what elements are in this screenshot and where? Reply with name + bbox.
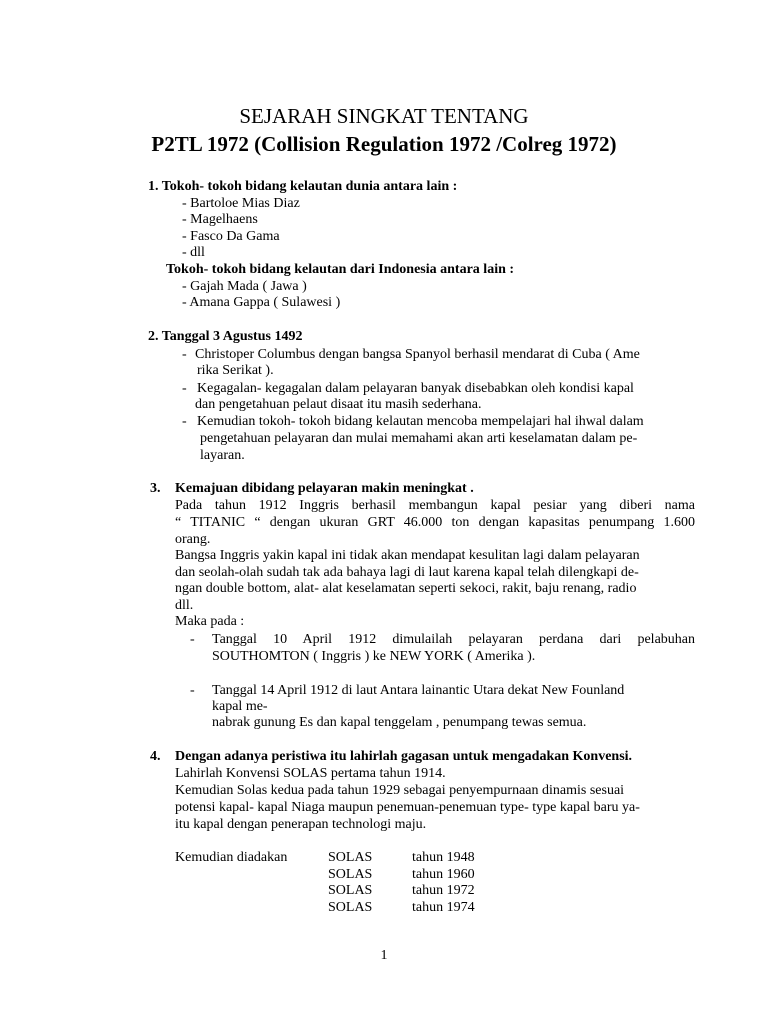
section3-paragraph-line: orang.: [175, 532, 211, 547]
list-dash: -: [182, 381, 187, 396]
section4-number: 4.: [150, 749, 161, 764]
indonesia-figures-heading: Tokoh- tokoh bidang kelautan dari Indonesia antara lain :: [166, 262, 515, 277]
section1-heading: 1. Tokoh- tokoh bidang kelautan dunia antara lain :: [148, 179, 458, 194]
solas-year: tahun 1948: [412, 850, 475, 865]
list-item-line: dan pengetahuan pelaut disaat itu masih sederhana.: [195, 397, 482, 412]
solas-year: tahun 1972: [412, 883, 475, 898]
section3-number: 3.: [150, 481, 161, 496]
section3-paragraph-line: dan seolah-olah sudah tak ada bahaya lagi di laut karena kapal telah dilengkapi de-: [175, 565, 639, 580]
section3-paragraph-line: “ TITANIC “ dengan ukuran GRT 46.000 ton dengan kapasitas penumpang 1.600: [175, 515, 695, 530]
indonesia-figure-item: - Amana Gappa ( Sulawesi ): [182, 295, 341, 310]
world-figure-item: - dll: [182, 245, 205, 260]
solas-name: SOLAS: [328, 900, 373, 915]
list-item-line: layaran.: [200, 448, 245, 463]
list-item-line: Tanggal 14 April 1912 di laut Antara lainantic Utara dekat New Founland: [212, 683, 625, 698]
list-dash: -: [182, 414, 187, 429]
list-item-line: rika Serikat ).: [197, 363, 274, 378]
indonesia-figure-item: - Gajah Mada ( Jawa ): [182, 279, 307, 294]
document-title-line1: SEJARAH SINGKAT TENTANG: [239, 104, 529, 128]
section4-line: Lahirlah Konvensi SOLAS pertama tahun 1914.: [175, 766, 446, 781]
list-dash: -: [190, 632, 195, 647]
page-number: 1: [380, 948, 388, 963]
world-figure-item: - Bartoloe Mias Diaz: [182, 196, 300, 211]
world-figure-item: - Fasco Da Gama: [182, 229, 280, 244]
solas-name: SOLAS: [328, 867, 373, 882]
section2-heading: 2. Tanggal 3 Agustus 1492: [148, 329, 303, 344]
list-item-line: Tanggal 10 April 1912 dimulailah pelayaran perdana dari pelabuhan: [212, 632, 695, 647]
solas-name: SOLAS: [328, 850, 373, 865]
list-item-line: kapal me-: [212, 699, 268, 714]
section3-heading: Kemajuan dibidang pelayaran makin meningkat .: [175, 481, 474, 496]
list-item-line: Christoper Columbus dengan bangsa Spanyol berhasil mendarat di Cuba ( Ame: [195, 347, 640, 362]
list-item-line: Kemudian tokoh- tokoh bidang kelautan mencoba mempelajari hal ihwal dalam: [197, 414, 644, 429]
solas-year: tahun 1974: [412, 900, 475, 915]
section4-heading: Dengan adanya peristiwa itu lahirlah gagasan untuk mengadakan Konvensi.: [175, 749, 633, 764]
list-dash: -: [182, 347, 187, 362]
section4-line: potensi kapal- kapal Niaga maupun penemuan-penemuan type- type kapal baru ya-: [175, 800, 640, 815]
list-dash: -: [190, 683, 195, 698]
list-item-line: SOUTHOMTON ( Inggris ) ke NEW YORK ( Amerika ).: [212, 649, 536, 664]
section4-line: Kemudian Solas kedua pada tahun 1929 sebagai penyempurnaan dinamis sesuai: [175, 783, 625, 798]
section4-line: itu kapal dengan penerapan technologi maju.: [175, 817, 427, 832]
section3-paragraph-line: Bangsa Inggris yakin kapal ini tidak akan mendapat kesulitan lagi dalam pelayaran: [175, 548, 640, 563]
list-item-line: Kegagalan- kegagalan dalam pelayaran banyak disebabkan oleh kondisi kapal: [197, 381, 634, 396]
section3-maka: Maka pada :: [175, 614, 245, 629]
section3-paragraph-line: Pada tahun 1912 Inggris berhasil membangun kapal pesiar yang diberi nama: [175, 498, 695, 513]
solas-year: tahun 1960: [412, 867, 475, 882]
solas-table-label: Kemudian diadakan: [175, 850, 288, 865]
world-figure-item: - Magelhaens: [182, 212, 258, 227]
document-title-line2: P2TL 1972 (Collision Regulation 1972 /Colreg 1972): [151, 132, 617, 156]
section3-paragraph-line: dll.: [175, 598, 194, 613]
solas-name: SOLAS: [328, 883, 373, 898]
section3-paragraph-line: ngan double bottom, alat- alat keselamatan seperti sekoci, rakit, baju renang, radio: [175, 581, 637, 596]
list-item-line: nabrak gunung Es dan kapal tenggelam , penumpang tewas semua.: [212, 715, 587, 730]
list-item-line: pengetahuan pelayaran dan mulai memahami akan arti keselamatan dalam pe-: [200, 431, 638, 446]
